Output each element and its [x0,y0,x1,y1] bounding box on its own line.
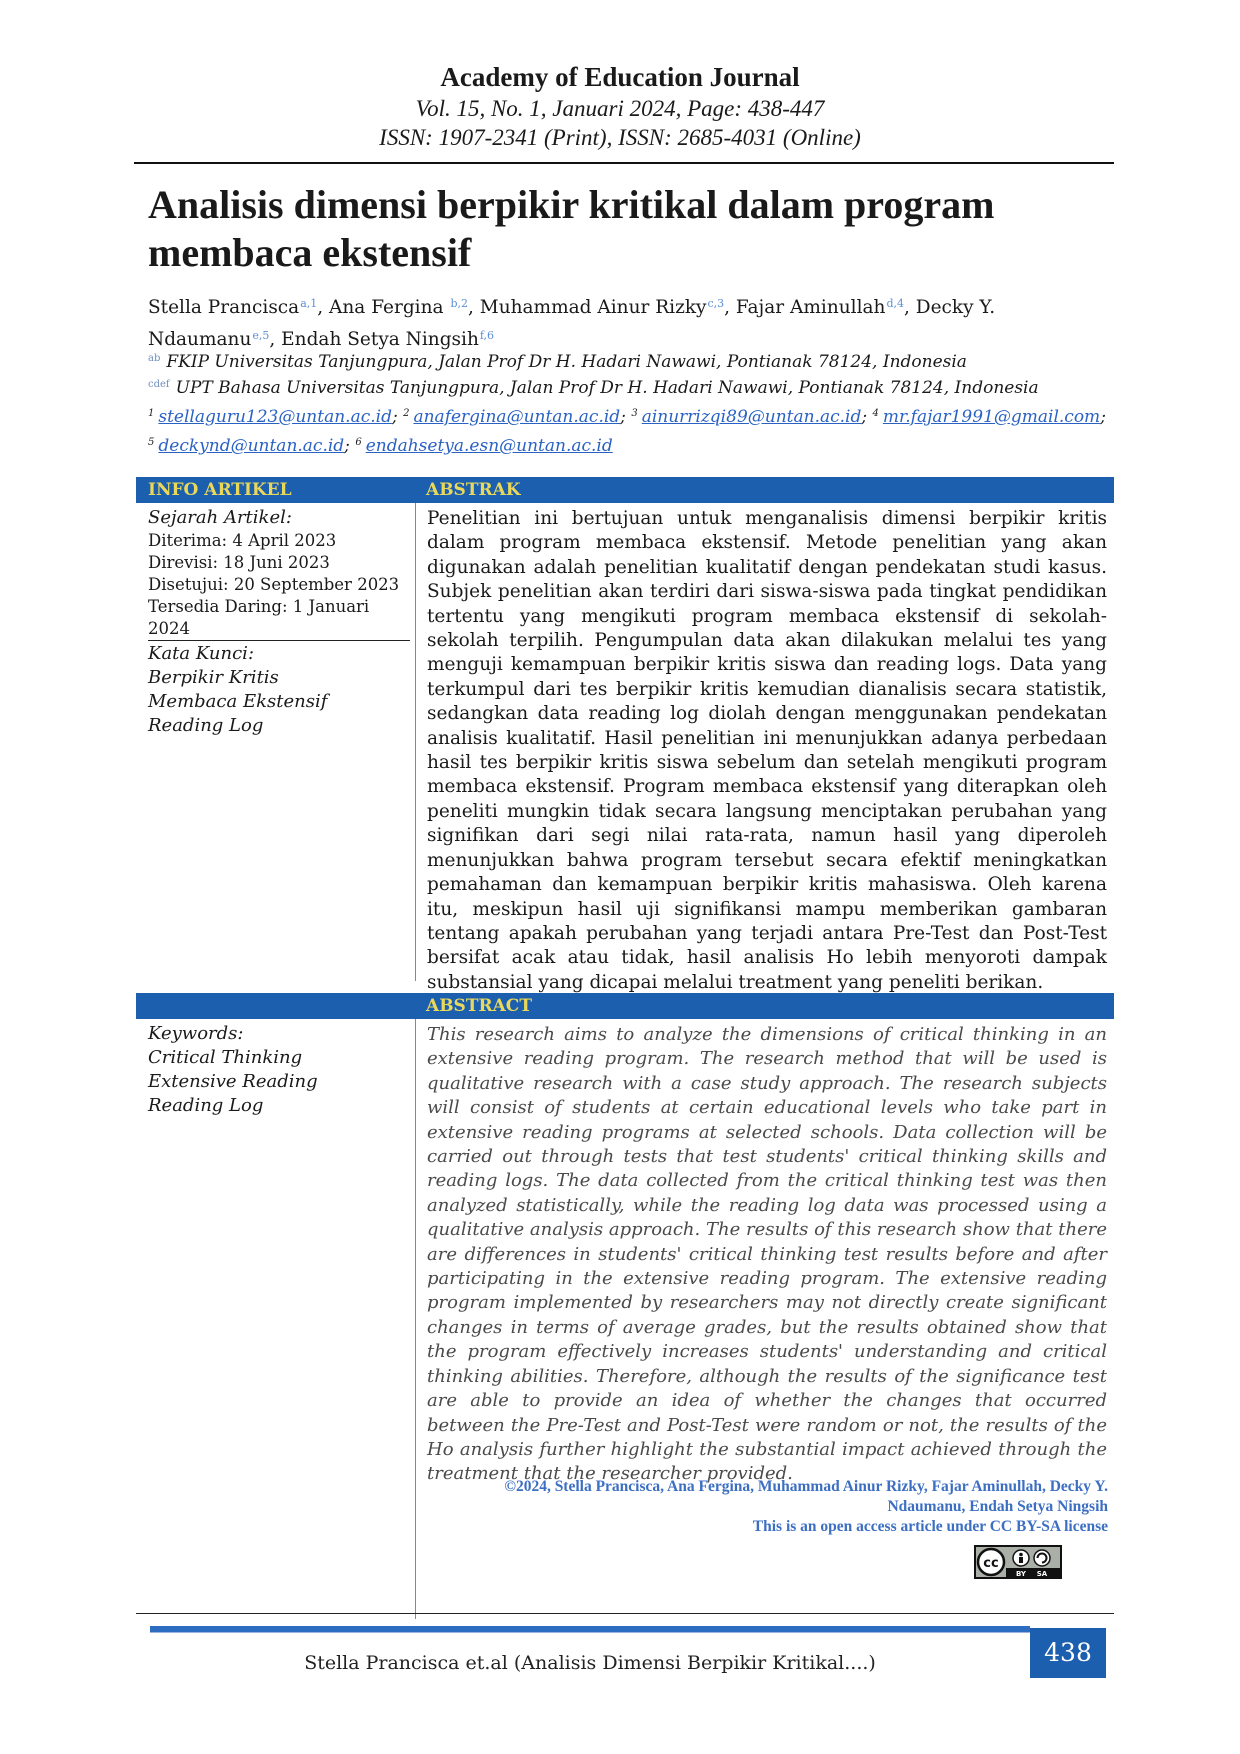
email-separator: ; [391,407,404,427]
journal-header [0,60,1240,152]
email-link[interactable]: deckynd@untan.ac.id [158,436,345,456]
copyright-line-1: ©2024, Stella Prancisca, Ana Fergina, Muhammad Ainur Rizky, Fajar Aminullah, Decky Y. [504,1478,1108,1495]
email-separator: ; [861,407,873,427]
abstract-bar-label: ABSTRACT [426,996,532,1016]
email-link[interactable]: stellaguru123@untan.ac.id [158,407,392,427]
email-mark: 1 [148,408,155,419]
keyword-item: Berpikir Kritis [148,667,279,688]
keyword-item-en: Extensive Reading [148,1071,318,1092]
author-affiliation-mark: d,4 [886,297,904,310]
cc-badge-cc-text: cc [983,1556,999,1571]
author-separator: , [467,297,480,318]
keyword-item-en: Reading Log [148,1095,264,1116]
affiliation-text: UPT Bahasa Universitas Tanjungpura, Jalan Prof Dr H. Hadari Nawawi, Pontianak 78124, Indonesia [175,378,1039,398]
cc-by-sa-badge[interactable] [974,1545,1062,1579]
author-affiliation-mark: c,3 [707,297,725,310]
keyword-item-en: Critical Thinking [148,1047,303,1068]
footer-accent-line [150,1632,1030,1633]
author-name: Muhammad Ainur Rizky [479,297,707,318]
affiliation-mark: ab [148,353,161,364]
journal-volume: Vol. 15, No. 1, Januari 2024, Page: 438-447 [415,96,825,121]
email-mark: 3 [631,408,638,419]
cc-license-icon [976,1547,1060,1577]
keywords-label-en: Keywords: [148,1023,244,1044]
author-separator: , [724,297,736,318]
info-bar-label: INFO ARTIKEL [148,480,292,500]
abstract-text: This research aims to analyze the dimensions of critical thinking in an extensive reading program. The research method that will be used is qualitative research with a case study approach. The research subjects will consist of students at certain educational levels who take part in extensive reading programs at selected schools. Data collection will be carried out through tests that test students' critical thinking skills and reading logs. The data collected from the critical thinking test was then analyzed statistically, while the reading log data was processed using a qualitative analysis approach. The results of this research show that there are differences in students' critical thinking test results before and after participating in the extensive reading program. The extensive reading program implemented by researchers may not directly create significant changes in terms of average grades, but the results obtained show that the program effectively increases students' understanding and critical thinking abilities. Therefore, although the results of the significance test are able to provide an idea of whether the changes that occurred between the Pre-Test and Post-Test were random or not, the results of the Ho analysis further highlight the substantial impact achieved through the treatment that the researcher provided. [427,1024,1107,1485]
author-separator: , [903,297,916,318]
abstrak-text: Penelitian ini bertujuan untuk menganalisis dimensi berpikir kritis dalam program membaca ekstensif. Metode penelitian yang akan digunakan adalah penelitian kualitatif dengan pendekatan studi kasus. Subjek penelitian akan terdiri dari siswa-siswa pada tingkat pendidikan tertentu yang mengikuti program membaca ekstensif di sekolah-sekolah terpilih. Pengumpulan data akan dilakukan melalui tes yang menguji kemampuan berpikir kritis siswa dan reading logs. Data yang terkumpul dari tes berpikir kritis kemudian dianalisis secara statistik, sedangkan data reading log diolah dengan menggunakan pendekatan analisis kualitatif. Hasil penelitian ini menunjukkan adanya perbedaan hasil tes berpikir kritis siswa sebelum dan setelah mengikuti program membaca ekstensif. Program membaca ekstensif yang diterapkan oleh peneliti mungkin tidak secara langsung menciptakan perubahan yang signifikan dari segi nilai rata-rata, namun hasil yang diperoleh menunjukkan bahwa program tersebut secara efektif meningkatkan pemahaman dan kemampuan berpikir kritis mahasiswa. Oleh karena itu, meskipun hasil uji signifikansi mampu memberikan gambaran tentang apakah perubahan yang terjadi antara Pre-Test dan Post-Test bersifat acak atau tidak, hasil analisis Ho lebih menyoroti dampak substansial yang dicapai melalui treatment yang peneliti berikan. [427,508,1107,993]
footer-rule [136,1613,1114,1614]
affiliation-text: FKIP Universitas Tanjungpura, Jalan Prof Dr H. Hadari Nawawi, Pontianak 78124, Indonesia [166,352,967,372]
email-separator: ; [1100,407,1106,427]
email-mark: 6 [355,437,362,448]
keyword-item: Membaca Ekstensif [148,691,328,712]
email-mark: 4 [872,408,879,419]
email-mark: 5 [148,437,155,448]
author-name: Fajar Aminullah [735,297,886,318]
article-title [148,181,1108,277]
history-online: Tersedia Daring: 1 Januari 2024 [148,596,410,641]
cc-badge-sa-text: SA [1036,1570,1048,1577]
header-rule [134,162,1114,164]
copyright-notice [420,1477,1108,1537]
section-bar-info-abstrak [136,477,1114,503]
author-affiliation-mark: b,2 [450,297,468,310]
email-link[interactable]: ainurrizqi89@untan.ac.id [641,407,862,427]
running-title: Stella Prancisca et.al (Analisis Dimensi Berpikir Kritikal....) [304,1652,876,1674]
abstrak-bar-label: ABSTRAK [426,480,521,500]
license-text: This is an open access article under CC BY-SA license [752,1518,1108,1535]
author-name: Ndaumanu [148,329,252,350]
author-separator: , [317,297,330,318]
author-affiliation-mark: f,6 [479,329,495,342]
email-separator: ; [344,436,356,456]
title-line-2: membaca ekstensif [148,230,472,275]
author-name: Decky Y. [915,297,996,318]
journal-name: Academy of Education Journal [440,62,800,92]
affiliation-ab [148,346,1108,375]
keywords-label: Kata Kunci: [148,643,255,664]
title-line-1: Analisis dimensi berpikir kritikal dalam program [148,182,995,227]
history-accepted: Disetujui: 20 September 2023 [148,575,400,594]
author-affiliation-mark: a,1 [300,297,318,310]
affiliation-mark: cdef [148,379,170,390]
email-link[interactable]: endahsetya.esn@untan.ac.id [365,436,613,456]
author-separator: , [269,329,282,350]
author-name: Endah Setya Ningsih [281,329,479,350]
history-received: Diterima: 4 April 2023 [148,531,337,550]
author-name: Stella Prancisca [148,297,300,318]
history-revised: Direvisi: 18 Juni 2023 [148,553,330,572]
article-info [148,506,410,738]
keyword-item: Reading Log [148,715,264,736]
page-number: 438 [1030,1628,1106,1678]
affiliation-cdef [148,372,1108,401]
author-emails [148,401,1128,459]
column-divider [415,503,416,981]
journal-issn: ISSN: 1907-2341 (Print), ISSN: 2685-4031 (Online) [379,125,861,150]
email-mark: 2 [403,408,410,419]
author-list [148,290,1108,354]
abstract-keywords [148,1022,410,1118]
column-divider [415,1019,416,1619]
author-name: Ana Fergina [329,297,444,318]
email-link[interactable]: mr.fajar1991@gmail.com [882,407,1101,427]
section-bar-abstract [136,993,1114,1019]
history-label: Sejarah Artikel: [148,507,292,528]
copyright-line-2: Ndaumanu, Endah Setya Ningsih [887,1498,1108,1515]
author-affiliation-mark: e,5 [252,329,270,342]
email-link[interactable]: anafergina@untan.ac.id [413,407,621,427]
email-separator: ; [620,407,632,427]
cc-badge-by-text: BY [1015,1570,1027,1577]
